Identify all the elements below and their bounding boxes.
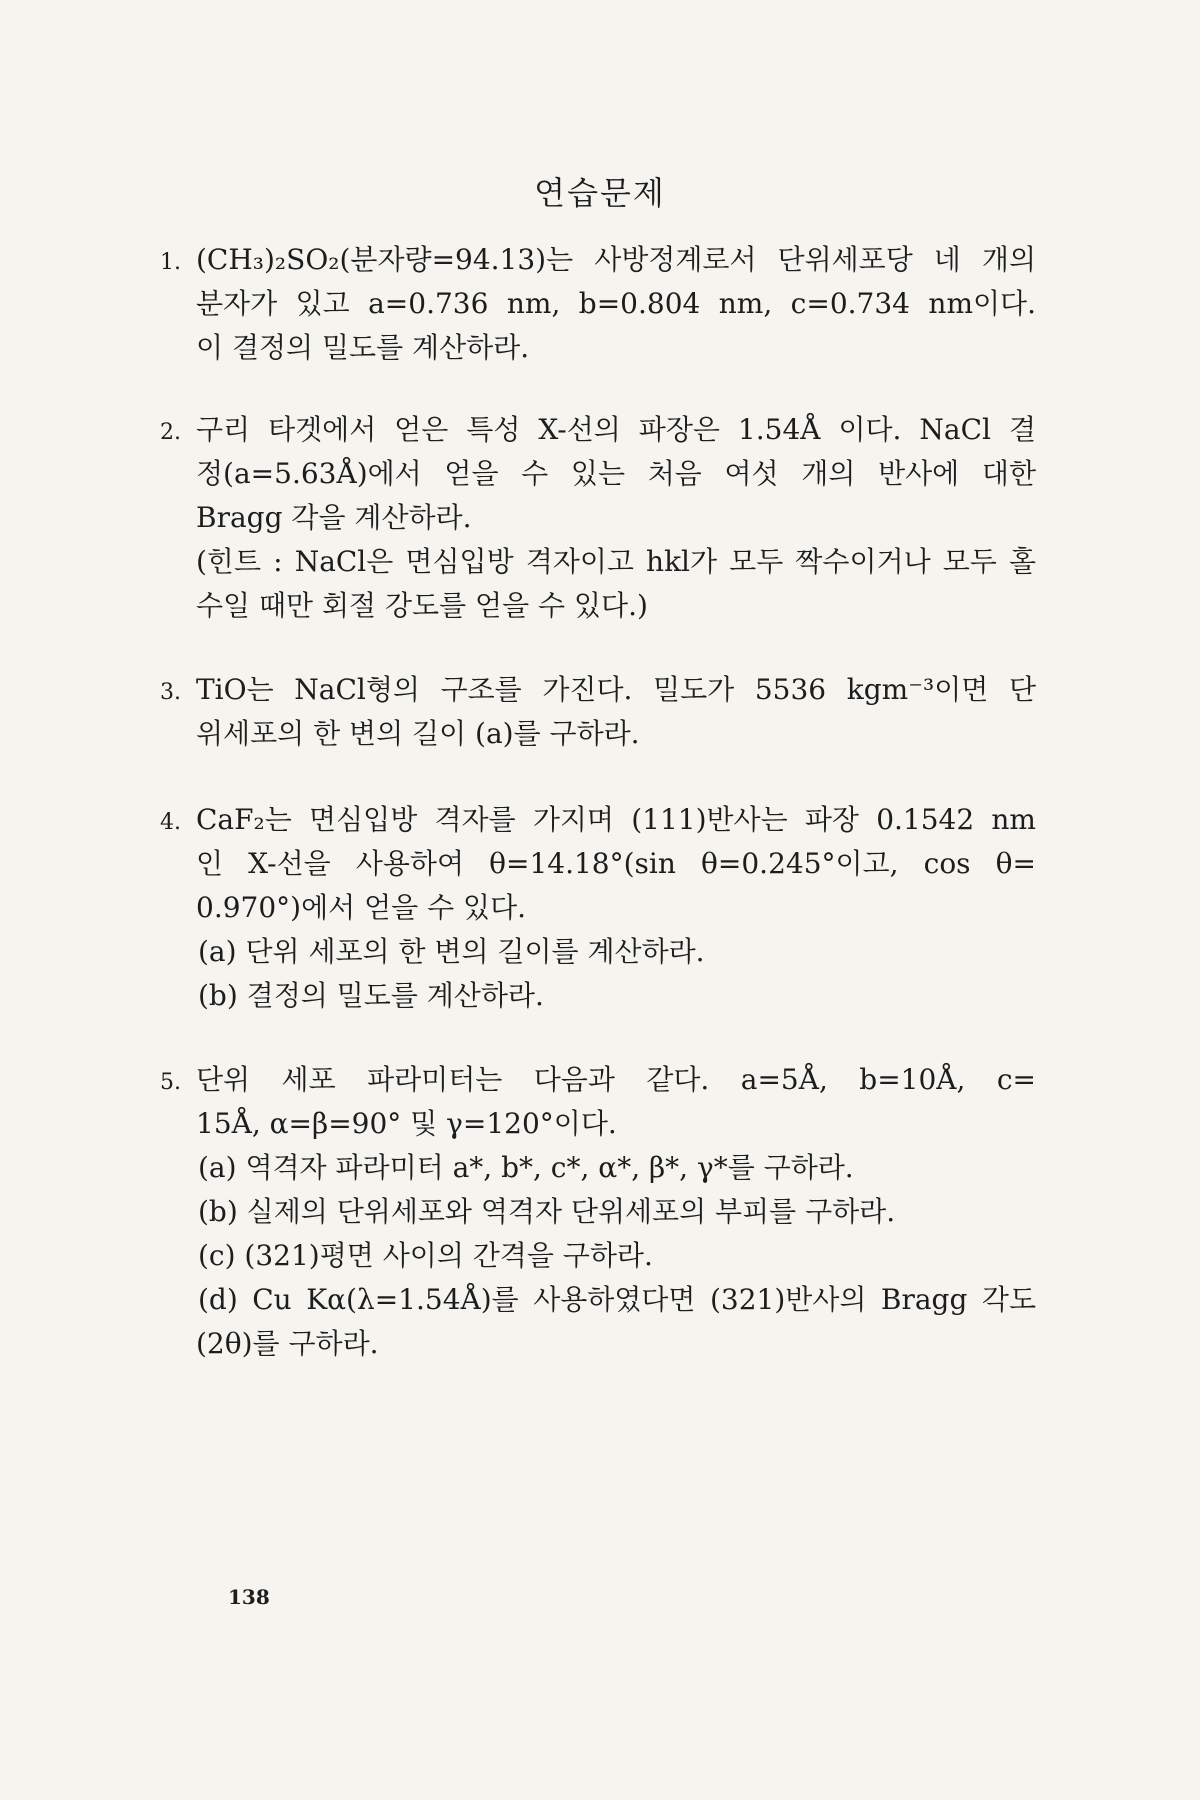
problem-line: 0.970°)에서 얻을 수 있다. [196,891,527,924]
problem-subitem: (c) (321)평면 사이의 간격을 구하라. [198,1239,653,1272]
problem-line: 수일 때만 회절 강도를 얻을 수 있다.) [196,589,648,622]
problem-number: 3. [160,680,181,705]
problem-number: 1. [160,250,181,275]
problem-line: (힌트 : NaCl은 면심입방 격자이고 hkl가 모두 짝수이거나 모두 홀 [196,545,1036,578]
problem-line [160,238,1036,282]
problem-text: 구리 타겟에서 얻은 특성 X-선의 파장은 1.54Å 이다. NaCl 결 [196,413,1036,446]
problem-line: 인 X-선을 사용하여 θ=14.18°(sin θ=0.245°이고, cos θ= [196,847,1036,880]
problem-number: 5. [160,1070,181,1095]
problem-subitem: (a) 역격자 파라미터 a*, b*, c*, α*, β*, γ*를 구하라. [198,1151,854,1184]
page-title: 연습문제 [534,174,666,212]
problem-subitem: (d) Cu Kα(λ=1.54Å)를 사용하였다면 (321)반사의 Bragg 각도 [198,1283,1036,1316]
problem-line: (2θ)를 구하라. [196,1327,379,1360]
problem-line: Bragg 각을 계산하라. [196,501,472,534]
problem-line: 정(a=5.63Å)에서 얻을 수 있는 처음 여섯 개의 반사에 대한 [196,457,1036,490]
problem-5 [160,1058,1036,1366]
problem-line [160,408,1036,452]
problem-text: CaF₂는 면심입방 격자를 가지며 (111)반사는 파장 0.1542 nm [196,803,1036,836]
problem-subitem: (a) 단위 세포의 한 변의 길이를 계산하라. [198,935,705,968]
problem-number: 4. [160,810,181,835]
problem-3 [160,668,1036,756]
problem-1 [160,238,1036,370]
problem-line: 15Å, α=β=90° 및 γ=120°이다. [196,1107,617,1140]
problem-line: 분자가 있고 a=0.736 nm, b=0.804 nm, c=0.734 nm이다. [196,287,1036,320]
page-number: 138 [228,1585,270,1609]
problem-text: TiO는 NaCl형의 구조를 가진다. 밀도가 5536 kgm⁻³이면 단 [196,673,1036,706]
problem-subitem: (b) 결정의 밀도를 계산하라. [198,979,544,1012]
problem-line: 위세포의 한 변의 길이 (a)를 구하라. [196,717,640,750]
problem-subitem: (b) 실제의 단위세포와 역격자 단위세포의 부피를 구하라. [198,1195,896,1228]
problem-line [160,1058,1036,1102]
problem-2 [160,408,1036,628]
problem-number: 2. [160,420,181,445]
problem-line [160,668,1036,712]
problem-text: (CH₃)₂SO₂(분자량=94.13)는 사방정계로서 단위세포당 네 개의 [196,243,1036,276]
problem-line [160,798,1036,842]
problem-text: 단위 세포 파라미터는 다음과 같다. a=5Å, b=10Å, c= [196,1063,1036,1096]
problem-line: 이 결정의 밀도를 계산하라. [196,331,530,364]
problem-4 [160,798,1036,1018]
